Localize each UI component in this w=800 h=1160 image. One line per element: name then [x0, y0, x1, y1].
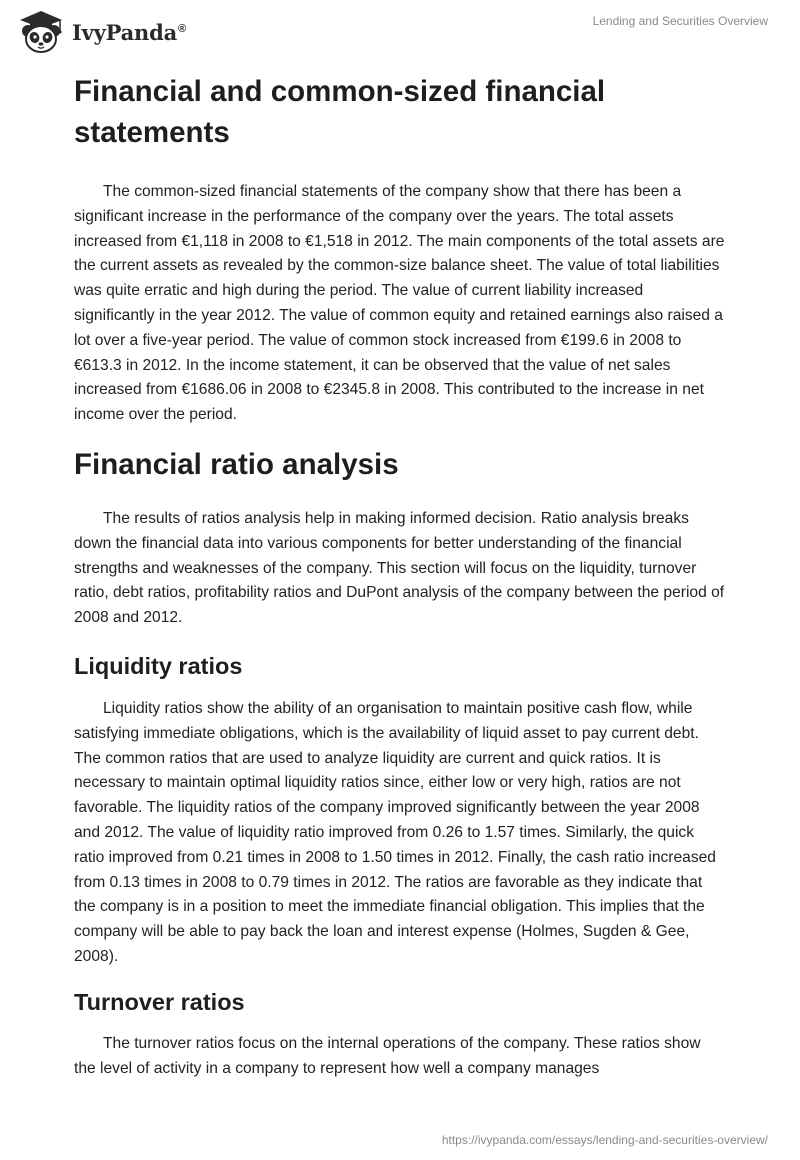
source-url-link[interactable]: https://ivypanda.com/essays/lending-and-securities-overview/	[441, 1133, 768, 1147]
logo-wordmark: IvyPanda®	[72, 19, 186, 45]
article-body	[74, 66, 726, 1081]
page-header	[0, 0, 800, 60]
section-heading-ratio-analysis: Financial ratio analysis	[74, 447, 399, 481]
section-paragraph-ratio-analysis: The results of ratios analysis help in making informed decision. Ratio analysis breaks down the financial data into various components for better understanding of the financial strengths and weaknesses of the company. This section will focus on the liquidity, turnover ratio, debt ratios, profitability ratios and DuPont analysis of the company between the period of 2008 and 2012.	[74, 509, 725, 627]
section-heading-turnover: Turnover ratios	[74, 988, 245, 1015]
ivypanda-logo[interactable]	[16, 6, 186, 58]
section-paragraph-turnover: The turnover ratios focus on the internal operations of the company. These ratios show the level of activity in a company to represent how well a company manages	[74, 1034, 701, 1077]
panda-graduate-icon	[16, 9, 66, 55]
registered-mark: ®	[178, 22, 186, 35]
section-paragraph-statements: The common-sized financial statements of the company show that there has been a significant increase in the performance of the company over the years. The total assets increased from €1,118 in 2008 to €1,518 in 2012. The main components of the total assets are the current assets as revealed by the common-size balance sheet. The value of total liabilities was quite erratic and high during the period. The value of current liability increased significantly in the year 2012. The value of common equity and retained earnings also raised a lot over a five-year period. The value of common stock increased from €199.6 in 2008 to €613.3 in 2012. In the income statement, it can be observed that the value of net sales increased from €1686.06 in 2008 to €2345.8 in 2008. This contributed to the increase in net income over the period.	[74, 183, 725, 424]
section-heading-liquidity: Liquidity ratios	[74, 652, 243, 679]
document-title: Lending and Securities Overview	[592, 14, 768, 28]
section-heading-statements: Financial and common-sized financial statements	[74, 75, 606, 149]
section-paragraph-liquidity: Liquidity ratios show the ability of an organisation to maintain positive cash flow, while satisfying immediate obligations, which is the availability of liquid asset to pay current debt. The common ratios that are used to analyze liquidity are current and quick ratios. It is necessary to maintain optimal liquidity ratios since, either low or very high, ratios are not favorable. The liquidity ratios of the company improved significantly between the year 2008 and 2012. The value of liquidity ratio improved from 0.26 to 1.57 times. Similarly, the quick ratio improved from 0.21 times in 2008 to 1.50 times in 2012. Finally, the cash ratio increased from 0.13 times in 2008 to 0.79 times in 2012. The ratios are favorable as they indicate that the company is in a position to meet the immediate financial obligation. This implies that the company will be able to pay back the loan and interest expense (Holmes, Sugden & Gee, 2008).	[74, 699, 716, 965]
